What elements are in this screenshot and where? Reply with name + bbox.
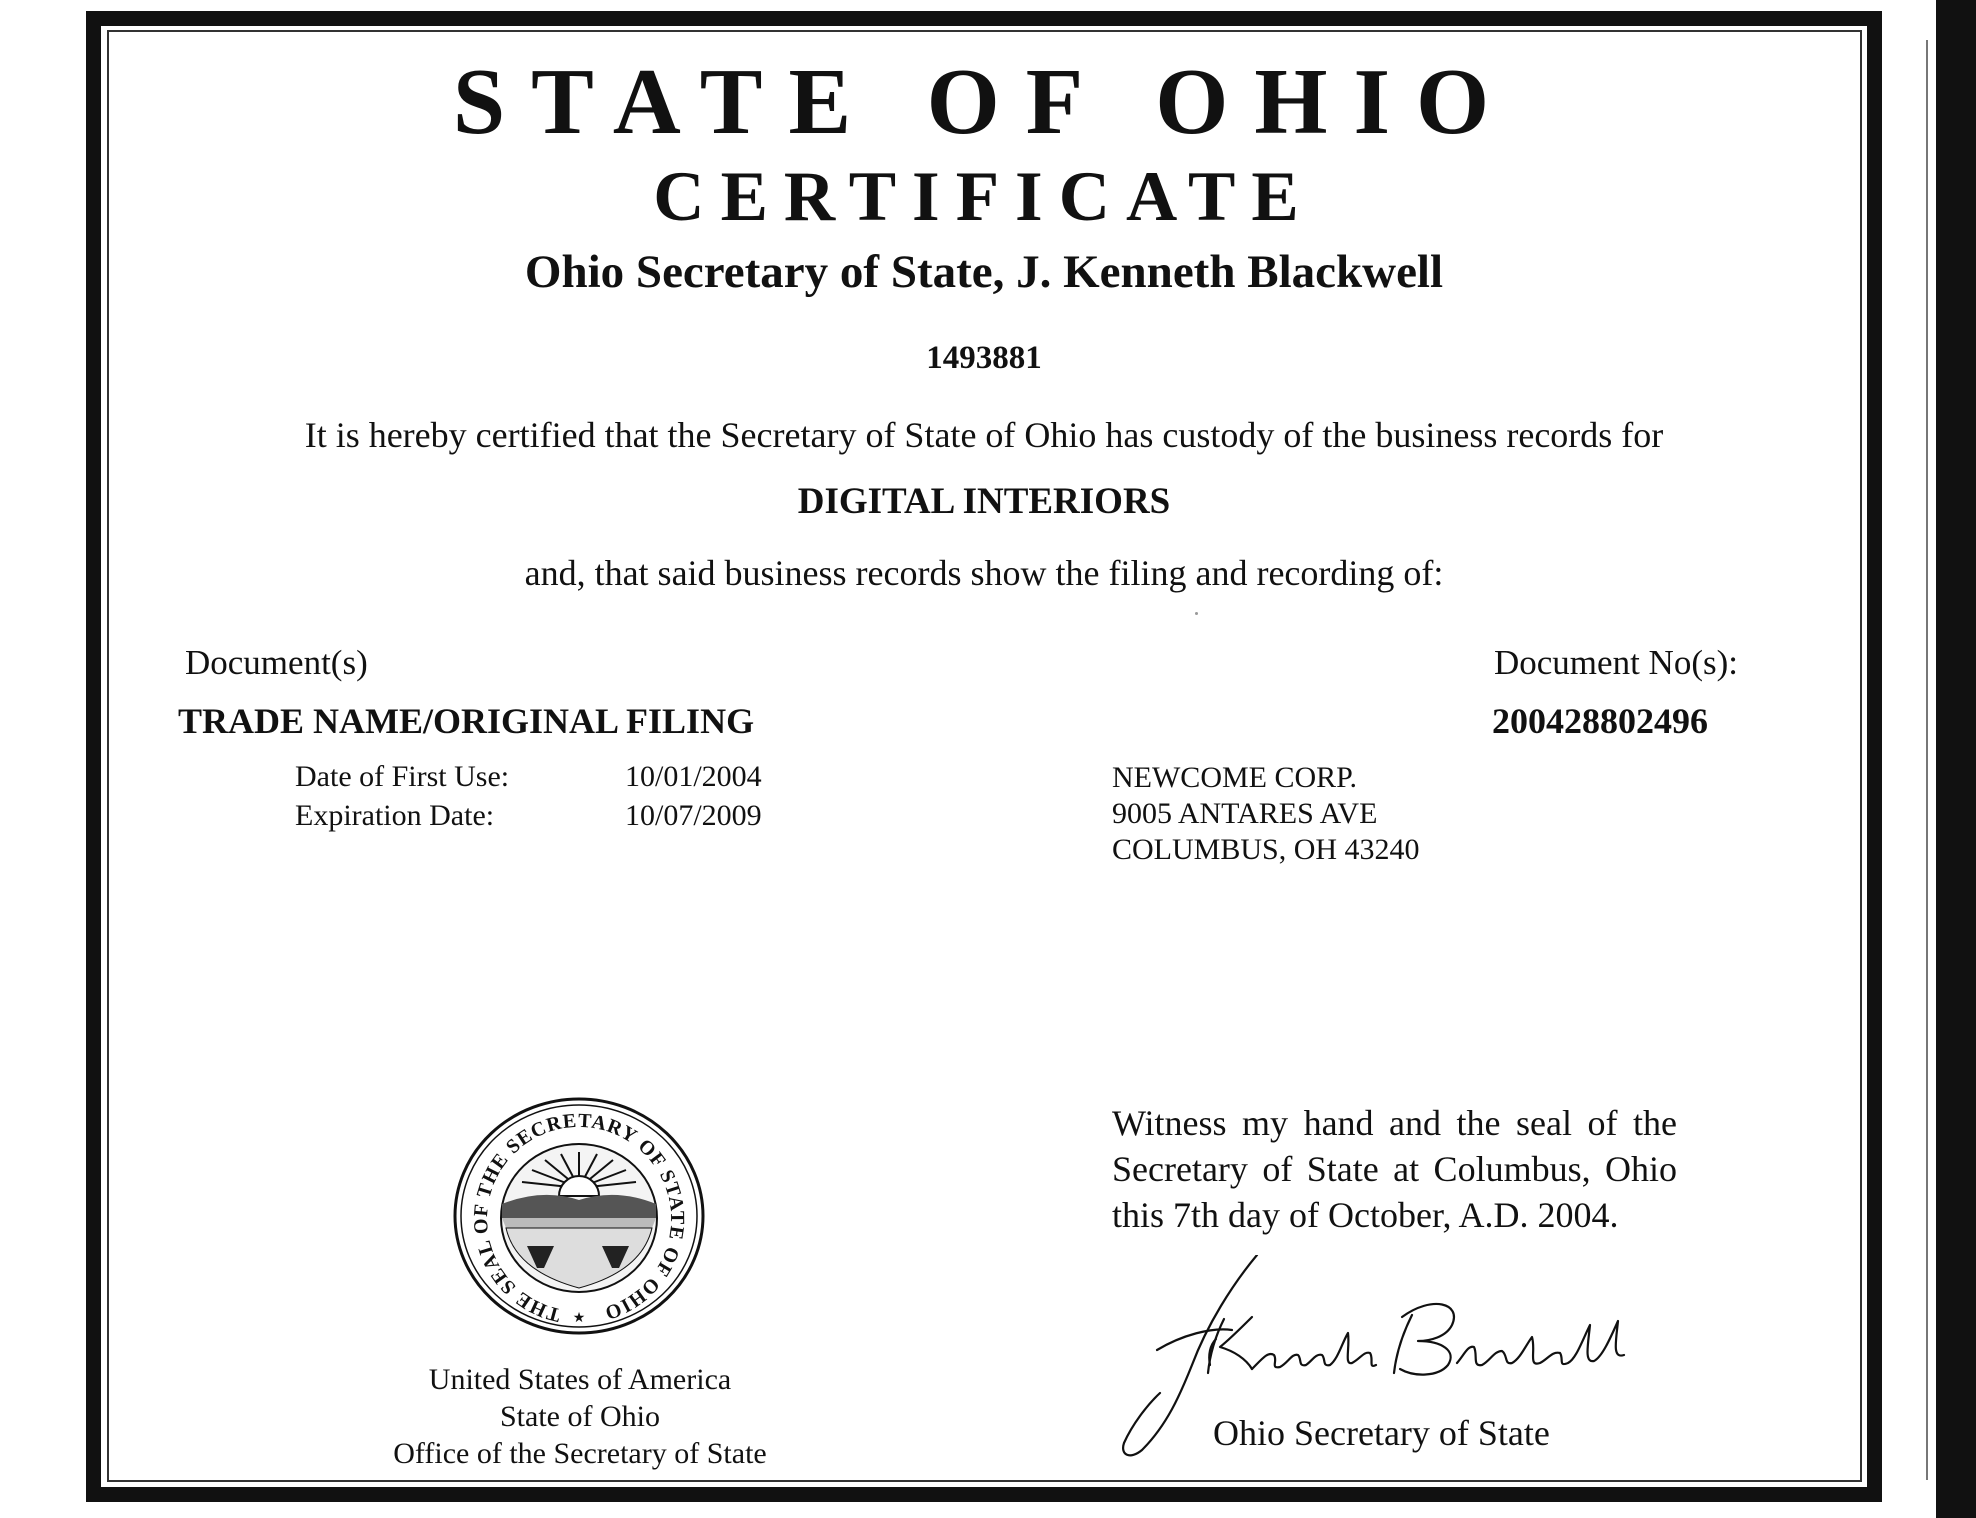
documents-label: Document(s) (185, 643, 368, 682)
document-name: TRADE NAME/ORIGINAL FILING (178, 701, 755, 741)
seal-ring-text: THE SEAL OF THE SECRETARY OF STATE OF OHIO (469, 1109, 689, 1327)
registrant-street: 9005 ANTARES AVE (1112, 797, 1378, 830)
certificate-number: 1493881 (926, 340, 1042, 376)
expiration-value: 10/07/2009 (625, 799, 762, 832)
certificate-title: CERTIFICATE (653, 158, 1315, 236)
document-number: 200428802496 (1492, 701, 1708, 741)
registrant-name: NEWCOME CORP. (1112, 761, 1358, 794)
certification-statement: It is hereby certified that the Secretary of State of Ohio has custody of the business records for (304, 415, 1664, 455)
scan-edge-line (1926, 40, 1928, 1480)
document-number-label: Document No(s): (1494, 643, 1738, 682)
expiration-label: Expiration Date: (295, 799, 495, 832)
seal-caption-office: Office of the Secretary of State (393, 1437, 767, 1470)
registrant-city: COLUMBUS, OH 43240 (1112, 833, 1420, 866)
witness-statement: Witness my hand and the seal of the Secretary of State at Columbus, Ohio this 7th day of October, A.D. 2004. (1112, 1103, 1677, 1235)
state-title: STATE OF OHIO (452, 50, 1516, 154)
seal-caption-country: United States of America (428, 1363, 732, 1396)
scan-speck (1195, 612, 1198, 615)
filing-statement: and, that said business records show the filing and recording of: (524, 553, 1444, 593)
scan-edge-bar (1936, 0, 1976, 1518)
state-seal-icon (452, 1096, 706, 1336)
svg-text:★: ★ (572, 1311, 586, 1326)
issuer-subtitle: Ohio Secretary of State, J. Kenneth Blackwell (524, 246, 1444, 298)
business-name: DIGITAL INTERIORS (797, 481, 1171, 522)
first-use-value: 10/01/2004 (625, 760, 762, 793)
seal-caption-state: State of Ohio (500, 1400, 660, 1433)
first-use-label: Date of First Use: (295, 760, 510, 793)
signer-title: Ohio Secretary of State (1213, 1413, 1550, 1453)
